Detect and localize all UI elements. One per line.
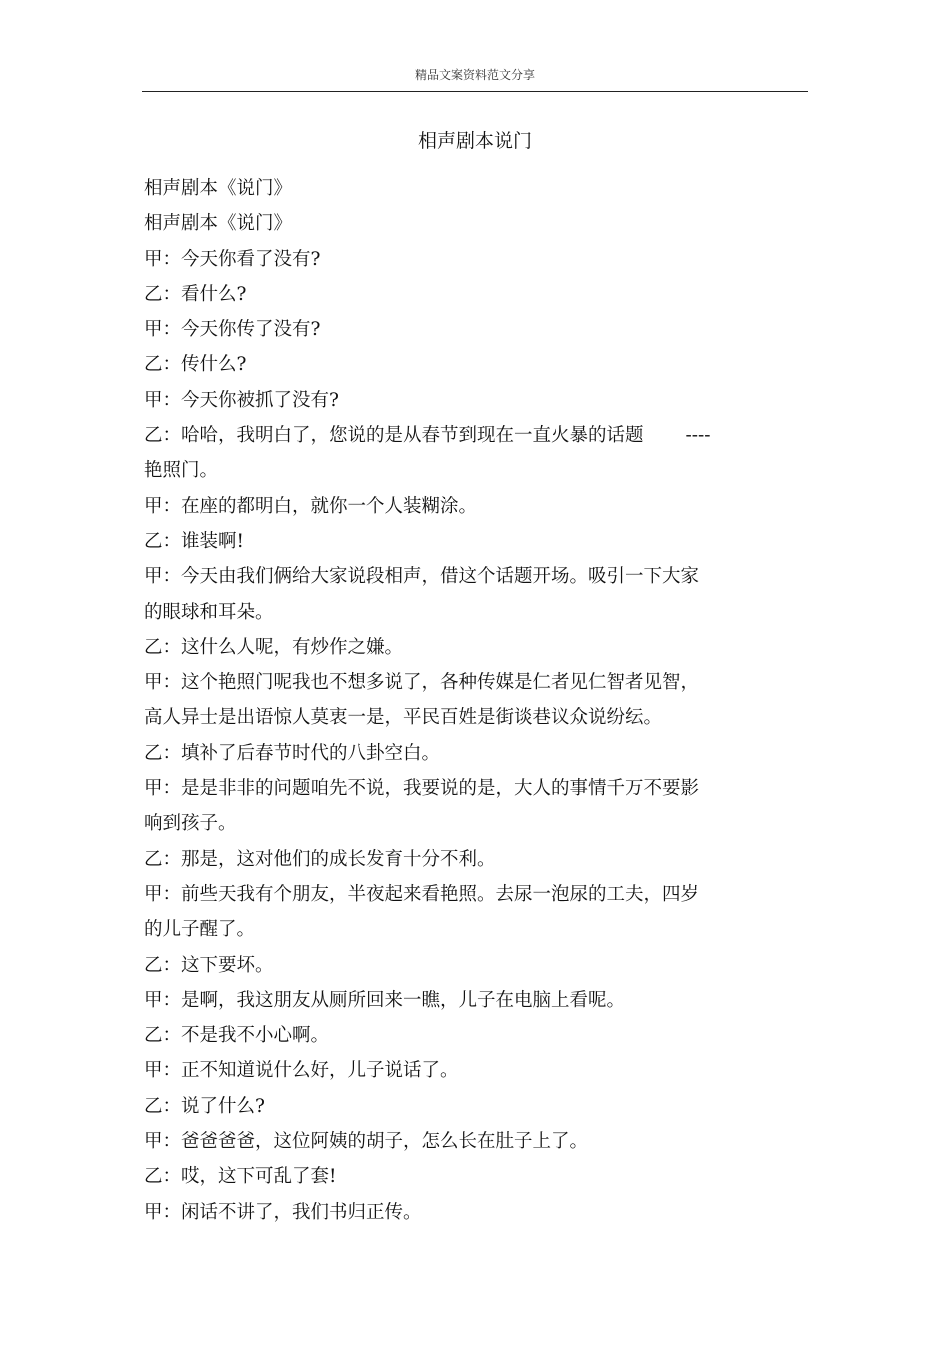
- text-line: 乙：谁装啊!: [144, 530, 244, 552]
- text-line: 甲：是啊，我这朋友从厕所回来一瞧，儿子在电脑上看呢。: [144, 989, 626, 1011]
- text-line: 的儿子醒了。: [144, 919, 256, 941]
- text-line: 甲：在座的都明白，就你一个人装糊涂。: [144, 495, 478, 517]
- text-line: 艳照门。: [144, 460, 219, 482]
- page-header: 精品文案资料范文分享: [414, 68, 535, 82]
- text-line: 甲：爸爸爸爸，这位阿姨的胡子，怎么长在肚子上了。: [144, 1131, 589, 1153]
- header-divider: [142, 91, 808, 92]
- document-title: 相声剧本说门: [417, 130, 532, 152]
- text-line: 乙：填补了后春节时代的八卦空白。: [144, 742, 441, 764]
- text-line: 乙：看什么?: [144, 283, 247, 305]
- text-line: 乙：传什么?: [144, 354, 247, 376]
- text-line: 高人异士是出语惊人莫衷一是，平民百姓是街谈巷议众说纷纭。: [144, 707, 663, 729]
- text-line: 相声剧本《说门》: [144, 213, 293, 235]
- text-line: 乙：那是，这对他们的成长发育十分不利。: [144, 848, 496, 870]
- text-line: 甲：这个艳照门呢我也不想多说了，各种传媒是仁者见仁智者见智，: [144, 672, 700, 694]
- text-line: 乙：哎，这下可乱了套!: [144, 1166, 337, 1188]
- text-line: 甲：今天你看了没有?: [144, 248, 321, 270]
- text-line: 的眼球和耳朵。: [144, 601, 274, 623]
- text-line: 甲：今天你被抓了没有?: [144, 389, 339, 411]
- text-line: 响到孩子。: [144, 813, 237, 835]
- text-line: 甲：闲话不讲了，我们书归正传。: [144, 1201, 422, 1223]
- text-line: [144, 418, 780, 453]
- text-line: 乙：说了什么?: [144, 1095, 265, 1117]
- text-line: 甲：正不知道说什么好，儿子说话了。: [144, 1060, 459, 1082]
- text-line: 乙：这下要坏。: [144, 954, 274, 976]
- document-body: [144, 171, 780, 1230]
- text-line: 甲：今天你传了没有?: [144, 319, 321, 341]
- text-line: 甲：今天由我们俩给大家说段相声，借这个话题开场。吸引一下大家: [144, 566, 700, 588]
- text-line-main: 乙：哈哈，我明白了，您说的是从春节到现在一直火暴的话题: [144, 425, 644, 447]
- text-line: 甲：前些天我有个朋友，半夜起来看艳照。去尿一泡尿的工夫，四岁: [144, 883, 700, 905]
- text-line: 乙：这什么人呢，有炒作之嫌。: [144, 636, 404, 658]
- text-line: 乙：不是我不小心啊。: [144, 1025, 330, 1047]
- text-line-dash: ----: [685, 425, 711, 447]
- text-line: 相声剧本《说门》: [144, 178, 293, 199]
- text-line: 甲：是是非非的问题咱先不说，我要说的是，大人的事情千万不要影: [144, 778, 700, 800]
